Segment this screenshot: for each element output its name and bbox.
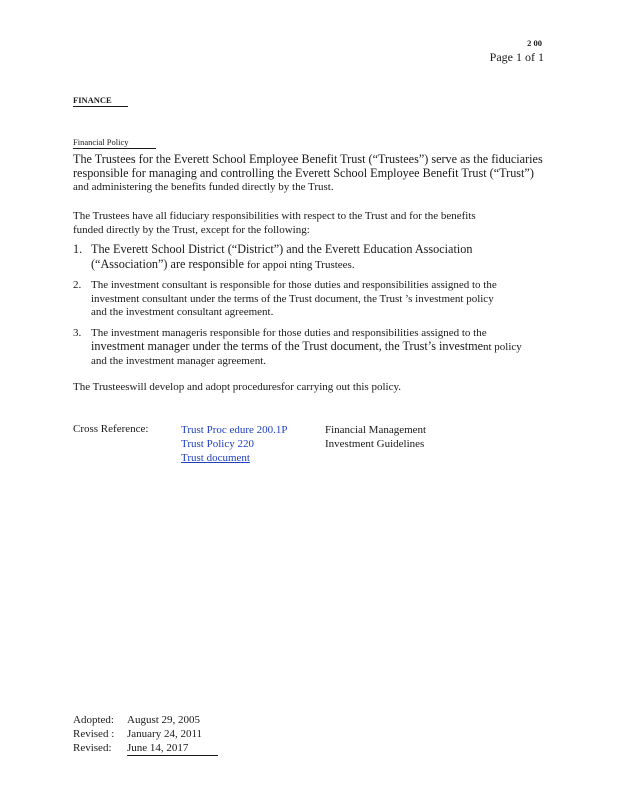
page-indicator: Page 1 of 1 bbox=[489, 50, 544, 64]
list-line: (“Association”) are responsible for appoi nting Trustees. bbox=[91, 257, 355, 271]
list-number: 2. bbox=[73, 279, 82, 291]
list-line: The Everett School District (“District”) and the Everett Education Association bbox=[91, 242, 473, 256]
exceptions-list bbox=[73, 242, 553, 368]
list-item bbox=[73, 242, 553, 273]
history-row bbox=[73, 727, 218, 741]
revision-history bbox=[73, 713, 218, 756]
cross-reference-titles bbox=[325, 423, 426, 451]
intro-line-2: responsible for managing and controlling the Everett School Employee Benefit Trust (“Trust”) bbox=[73, 166, 534, 180]
intro-line-1: The Trustees for the Everett School Employee Benefit Trust (“Trustees”) serve as the fiduciaries bbox=[73, 152, 543, 166]
xref-link-document[interactable]: Trust document bbox=[181, 452, 250, 464]
subsection-title: Financial Policy bbox=[73, 137, 156, 149]
intro-paragraph bbox=[73, 152, 553, 194]
history-label: Revised: bbox=[73, 742, 112, 754]
xref-title-investment: Investment Guidelines bbox=[325, 438, 425, 450]
xref-link-procedure[interactable]: Trust Proc edure 200.1P bbox=[181, 424, 288, 436]
history-date: June 14, 2017 bbox=[127, 741, 218, 756]
history-row bbox=[73, 741, 218, 756]
responsibilities-line-2: funded directly by the Trust, except for the following: bbox=[73, 224, 310, 236]
history-label: Revised : bbox=[73, 728, 115, 740]
list-line: The investment consultant is responsible for those duties and responsibilities assigned to the bbox=[91, 279, 497, 291]
list-number: 1. bbox=[73, 242, 83, 256]
cross-reference-links bbox=[181, 423, 288, 465]
list-line: investment manager under the terms of the Trust document, the Trust’s investment policy bbox=[91, 339, 522, 353]
section-title: FINANCE bbox=[73, 95, 128, 107]
responsibilities-paragraph bbox=[73, 209, 553, 237]
list-line: investment consultant under the terms of the Trust document, the Trust ’s investment policy bbox=[91, 292, 494, 305]
history-date: January 24, 2011 bbox=[127, 728, 203, 740]
list-line: The investment manageris responsible for those duties and responsibilities assigned to the bbox=[91, 326, 487, 339]
list-line: and the investment consultant agreement. bbox=[91, 306, 274, 318]
list-number: 3. bbox=[73, 326, 82, 339]
list-item bbox=[73, 279, 553, 320]
xref-link-policy[interactable]: Trust Policy 220 bbox=[181, 438, 254, 450]
history-row bbox=[73, 713, 218, 727]
history-label: Adopted: bbox=[73, 714, 114, 726]
list-line: and the investment manager agreement. bbox=[91, 354, 267, 367]
list-item bbox=[73, 327, 553, 369]
closing-paragraph: The Trusteeswill develop and adopt proceduresfor carrying out this policy. bbox=[73, 381, 401, 393]
policy-number: 2 00 bbox=[527, 38, 542, 48]
history-date: August 29, 2005 bbox=[127, 714, 201, 726]
xref-title-financial: Financial Management bbox=[325, 424, 427, 436]
responsibilities-line-1: The Trustees have all fiduciary responsibilities with respect to the Trust and for the benefits bbox=[73, 210, 476, 222]
intro-line-3: and administering the benefits funded directly by the Trust. bbox=[73, 181, 334, 193]
cross-reference-label: Cross Reference: bbox=[73, 423, 149, 435]
